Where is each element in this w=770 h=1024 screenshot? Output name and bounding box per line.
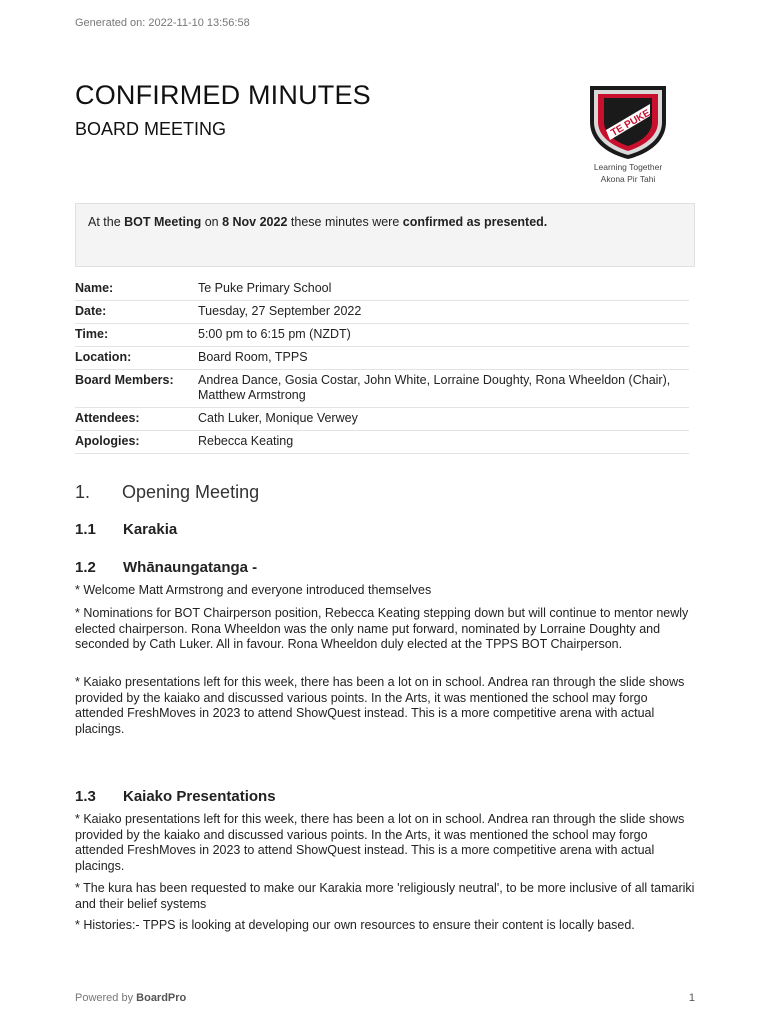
details-row — [75, 278, 689, 301]
school-logo — [584, 82, 672, 184]
subsection-number: 1.3 — [75, 788, 96, 805]
confirmation-notice — [75, 203, 695, 267]
subsection-title: Whānaungatanga - — [123, 559, 258, 576]
detail-value: Te Puke Primary School — [198, 278, 689, 301]
page-subtitle: BOARD MEETING — [75, 119, 227, 139]
detail-key: Attendees: — [75, 408, 198, 431]
logo-tagline-1: Learning Together — [593, 162, 663, 172]
detail-key: Date: — [75, 301, 198, 324]
details-row — [75, 324, 689, 347]
paragraph: * Kaiako presentations left for this week, there has been a lot on in school. Andrea ran through the slide shows provided by the kaiako and discussed various points. In the Arts, it was mentioned the school may forgo attended FreshMoves in 2023 to attend ShowQuest instead. This is a more competitive arena with actual placings. — [75, 675, 685, 736]
subsection-number: 1.2 — [75, 559, 96, 576]
logo-tagline-2: Akona Pir Tahi — [600, 174, 656, 184]
details-row — [75, 370, 689, 408]
powered-brand: BoardPro — [136, 992, 187, 1004]
notice-status: confirmed as presented. — [402, 215, 548, 229]
detail-key: Location: — [75, 347, 198, 370]
paragraph: * Nominations for BOT Chairperson position, Rebecca Keating stepping down but will continue to mentor newly elected chairperson. Rona Wheeldon was the only name put forward, nominated by Lorraine Doughty and seconded by Cath Luker. All in favour. Rona Wheeldon duly elected at the TPPS BOT Chairperson. — [75, 606, 689, 651]
subsection-title: Kaiako Presentations — [123, 788, 276, 805]
details-row — [75, 347, 689, 370]
detail-value: Tuesday, 27 September 2022 — [198, 301, 689, 324]
detail-key: Name: — [75, 278, 198, 301]
notice-prefix: At the — [88, 215, 125, 229]
detail-value: Rebecca Keating — [198, 431, 689, 454]
subsection-heading — [75, 788, 276, 805]
details-row — [75, 408, 689, 431]
section-number: 1. — [75, 482, 91, 502]
powered-by — [75, 992, 186, 1004]
subsection-heading — [75, 559, 257, 576]
paragraph: * The kura has been requested to make our Karakia more 'religiously neutral', to be more inclusive of all tamariki and their belief systems — [75, 881, 695, 911]
subsection-heading — [75, 521, 177, 538]
section-heading — [75, 482, 259, 503]
school-crest-icon — [584, 82, 672, 160]
details-row — [75, 301, 689, 324]
powered-prefix: Powered by — [75, 992, 137, 1004]
page-number: 1 — [688, 992, 695, 1004]
crest-text: TE PUKE — [609, 107, 653, 139]
detail-value: Cath Luker, Monique Verwey — [198, 408, 689, 431]
details-row — [75, 431, 689, 454]
subsection-title: Karakia — [123, 521, 178, 538]
paragraph: * Kaiako presentations left for this week, there has been a lot on in school. Andrea ran through the slide shows provided by the kaiako and discussed various points. In the Arts, it was mentioned the school may forgo attended FreshMoves in 2023 to attend ShowQuest instead. This is a more competitive arena with actual placings. — [75, 812, 685, 873]
paragraph: * Histories:- TPPS is looking at developing our own resources to ensure their content is locally based. — [75, 918, 635, 932]
notice-on: on — [201, 215, 223, 229]
page-title: CONFIRMED MINUTES — [75, 80, 371, 110]
section-title: Opening Meeting — [122, 482, 260, 502]
notice-meeting: BOT Meeting — [124, 215, 202, 229]
meeting-details-table — [75, 278, 689, 454]
detail-value: Andrea Dance, Gosia Costar, John White, Lorraine Doughty, Rona Wheeldon (Chair), Matthew Armstrong — [198, 370, 689, 408]
detail-key: Apologies: — [75, 431, 198, 454]
generated-timestamp: Generated on: 2022-11-10 13:56:58 — [75, 17, 250, 29]
detail-value: 5:00 pm to 6:15 pm (NZDT) — [198, 324, 689, 347]
subsection-number: 1.1 — [75, 521, 96, 538]
notice-date: 8 Nov 2022 — [222, 215, 288, 229]
paragraph: * Welcome Matt Armstrong and everyone introduced themselves — [75, 583, 432, 597]
notice-middle: these minutes were — [287, 215, 403, 229]
detail-value: Board Room, TPPS — [198, 347, 689, 370]
detail-key: Board Members: — [75, 370, 198, 408]
detail-key: Time: — [75, 324, 198, 347]
